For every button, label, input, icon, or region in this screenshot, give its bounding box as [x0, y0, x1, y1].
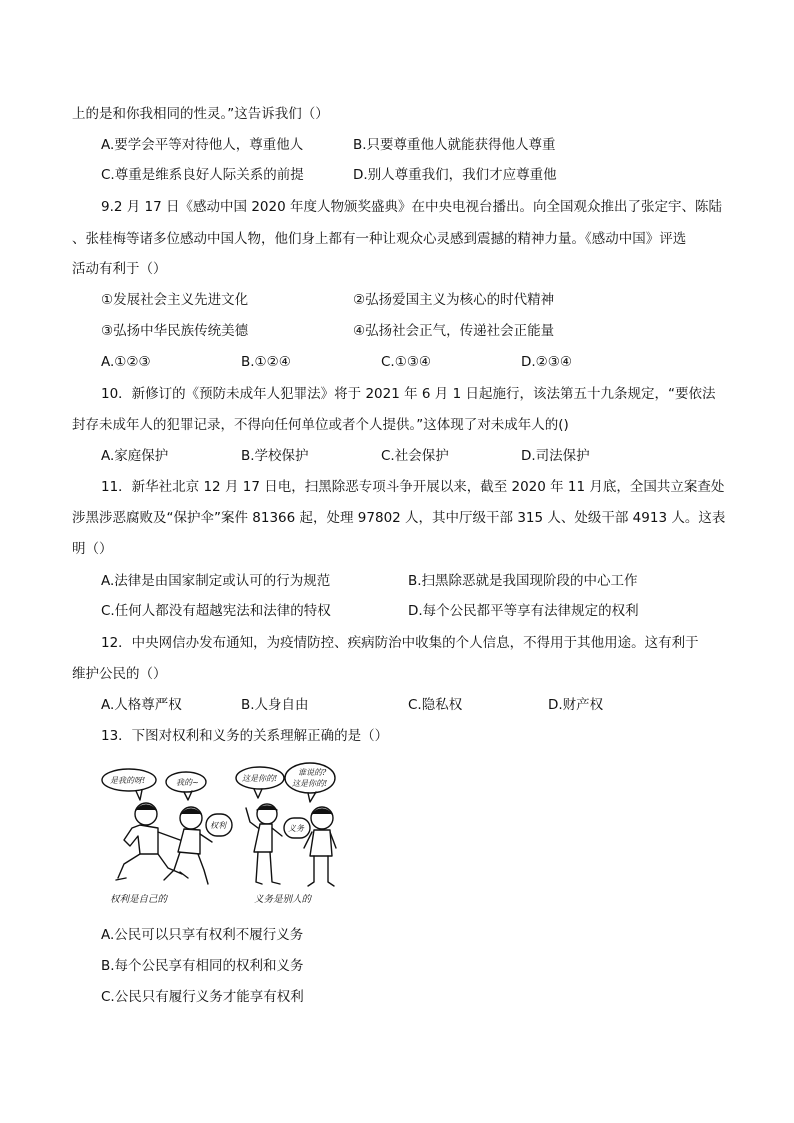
rights-box-text: 权利 — [210, 821, 226, 830]
rights-duties-cartoon — [96, 762, 338, 908]
q10-option-c: C.社会保护 — [381, 448, 449, 464]
q10-option-a: A.家庭保护 — [101, 448, 169, 464]
q11-option-b: B.扫黑除恶就是我国现阶段的中心工作 — [408, 573, 638, 589]
cartoon-illustration — [96, 762, 338, 908]
q13-option-c: C.公民只有履行义务才能享有权利 — [101, 989, 304, 1005]
bubble-3-text: 这是你的! — [242, 774, 278, 783]
q11-stem-line-3: 明（） — [72, 541, 113, 557]
q11-stem-line-2: 涉黑涉恶腐败及“保护伞”案件 81366 起，处理 97802 人，其中厅级干部 315 人、处级干部 4913 人。这表 — [72, 510, 726, 526]
q9-item-2: ②弘扬爱国主义为核心的时代精神 — [353, 292, 555, 308]
q12-stem-line-1: 12．中央网信办发布通知，为疫情防控、疾病防治中收集的个人信息，不得用于其他用途。这有利于 — [101, 635, 699, 651]
q12-option-c: C.隐私权 — [408, 697, 463, 713]
q9-item-3: ③弘扬中华民族传统美德 — [101, 323, 249, 339]
intro-option-a: A.要学会平等对待他人，尊重他人 — [101, 137, 304, 153]
q11-option-d: D.每个公民都平等享有法律规定的权利 — [408, 603, 639, 619]
intro-option-b: B.只要尊重他人就能获得他人尊重 — [353, 137, 556, 153]
q9-stem-line-2: 、张桂梅等诸多位感动中国人物，他们身上都有一种让观众心灵感到震撼的精神力量。《感动中国》评选 — [72, 231, 687, 247]
q10-stem-line-2: 封存未成年人的犯罪记录，不得向任何单位或者个人提供。”这体现了对未成年人的() — [72, 417, 569, 433]
q13-option-a: A.公民可以只享有权利不履行义务 — [101, 927, 304, 943]
q9-option-c: C.①③④ — [381, 354, 432, 370]
q10-option-d: D.司法保护 — [521, 448, 590, 464]
q9-item-1: ①发展社会主义先进文化 — [101, 292, 249, 308]
q10-stem-line-1: 10．新修订的《预防未成年人犯罪法》将于 2021 年 6 月 1 日起施行，该法第五十九条规定，“要依法 — [101, 386, 716, 402]
intro-option-d: D.别人尊重我们，我们才应尊重他 — [353, 167, 557, 183]
bubble-4-text-a: 谁说的? — [298, 768, 327, 777]
q12-stem-line-2: 维护公民的（） — [72, 666, 167, 682]
q12-option-d: D.财产权 — [548, 697, 604, 713]
bubble-2-text: 我的~ — [176, 778, 199, 787]
q9-option-b: B.①②④ — [241, 354, 291, 370]
caption-right: 义务是别人的 — [254, 894, 312, 905]
bubble-4-text-b: 这是你的! — [292, 779, 328, 788]
q12-option-a: A.人格尊严权 — [101, 697, 182, 713]
q10-option-b: B.学校保护 — [241, 448, 309, 464]
q13-stem-line-1: 13．下图对权利和义务的关系理解正确的是（） — [101, 728, 389, 744]
q13-option-b: B.每个公民享有相同的权利和义务 — [101, 958, 304, 974]
q11-stem-line-1: 11．新华社北京 12 月 17 日电，扫黑除恶专项斗争开展以来，截至 2020 年 11 月底，全国共立案查处 — [101, 479, 725, 495]
intro-option-c: C.尊重是维系良好人际关系的前提 — [101, 167, 304, 183]
q12-option-b: B.人身自由 — [241, 697, 309, 713]
q11-option-a: A.法律是由国家制定或认可的行为规范 — [101, 573, 331, 589]
q9-stem-line-1: 9.2 月 17 日《感动中国 2020 年度人物颁奖盛典》在中央电视台播出。向全国观众推出了张定宇、陈陆 — [101, 199, 722, 215]
q9-option-d: D.②③④ — [521, 354, 572, 370]
q9-item-4: ④弘扬社会正气，传递社会正能量 — [353, 323, 555, 339]
caption-left: 权利是自己的 — [110, 894, 168, 905]
q11-option-c: C.任何人都没有超越宪法和法律的特权 — [101, 603, 331, 619]
duties-box-text: 义务 — [288, 824, 304, 833]
q9-option-a: A.①②③ — [101, 354, 151, 370]
bubble-1-text: 是我的呀! — [110, 776, 146, 785]
q9-stem-line-3: 活动有利于（） — [72, 261, 167, 277]
intro-stem-line: 上的是和你我相同的性灵。”这告诉我们（） — [72, 106, 329, 122]
